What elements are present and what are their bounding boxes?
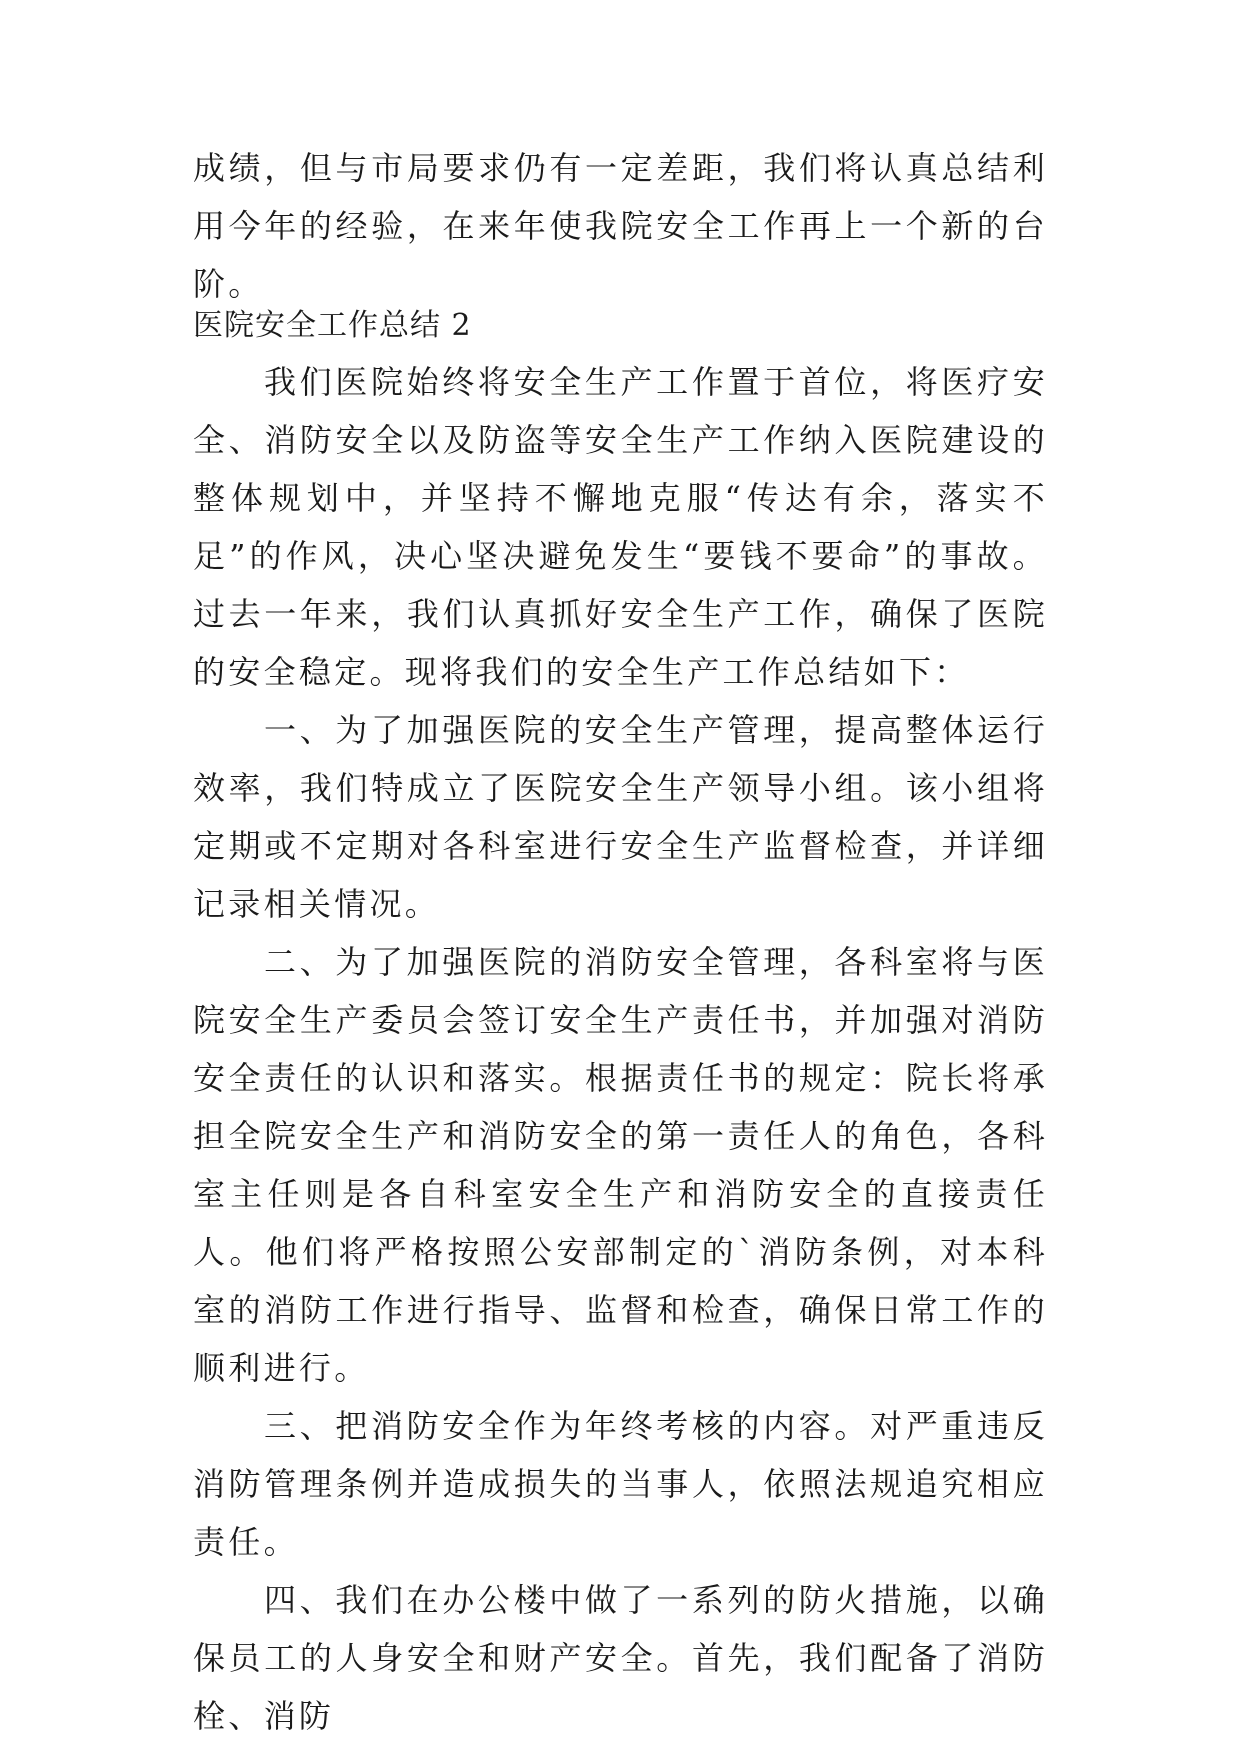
section-heading-block (193, 306, 1048, 346)
body-paragraph: 四、我们在办公楼中做了一系列的防火措施，以确保员工的人身安全和财产安全。首先，我们配备了消防栓、消防 (193, 1581, 1048, 1735)
intro-paragraph: 成绩，但与市局要求仍有一定差距，我们将认真总结利用今年的经验，在来年使我院安全工作再上一个新的台阶。 (193, 149, 1048, 303)
section-title: 医院安全工作总结 2 (193, 308, 472, 343)
body-paragraph: 二、为了加强医院的消防安全管理，各科室将与医院安全生产委员会签订安全生产责任书，并加强对消防安全责任的认识和落实。根据责任书的规定：院长将承担全院安全生产和消防安全的第一责任人的角色，各科室主任则是各自科室安全生产和消防安全的直接责任人。他们将严格按照公安部制定的`消防条例，对本科室的消防工作进行指导、监督和检查，确保日常工作的顺利进行。 (193, 943, 1048, 1387)
intro-block (193, 139, 1048, 313)
body-paragraph: 三、把消防安全作为年终考核的内容。对严重违反消防管理条例并造成损失的当事人，依照法规追究相应责任。 (193, 1407, 1048, 1561)
body-paragraph: 一、为了加强医院的安全生产管理，提高整体运行效率，我们特成立了医院安全生产领导小组。该小组将定期或不定期对各科室进行安全生产监督检查，并详细记录相关情况。 (193, 711, 1048, 923)
body-paragraph: 我们医院始终将安全生产工作置于首位，将医疗安全、消防安全以及防盗等安全生产工作纳入医院建设的整体规划中，并坚持不懈地克服“传达有余，落实不足”的作风，决心坚决避免发生“要钱不要命”的事故。过去一年来，我们认真抓好安全生产工作，确保了医院的安全稳定。现将我们的安全生产工作总结如下： (193, 363, 1048, 691)
section-body (193, 353, 1048, 1745)
